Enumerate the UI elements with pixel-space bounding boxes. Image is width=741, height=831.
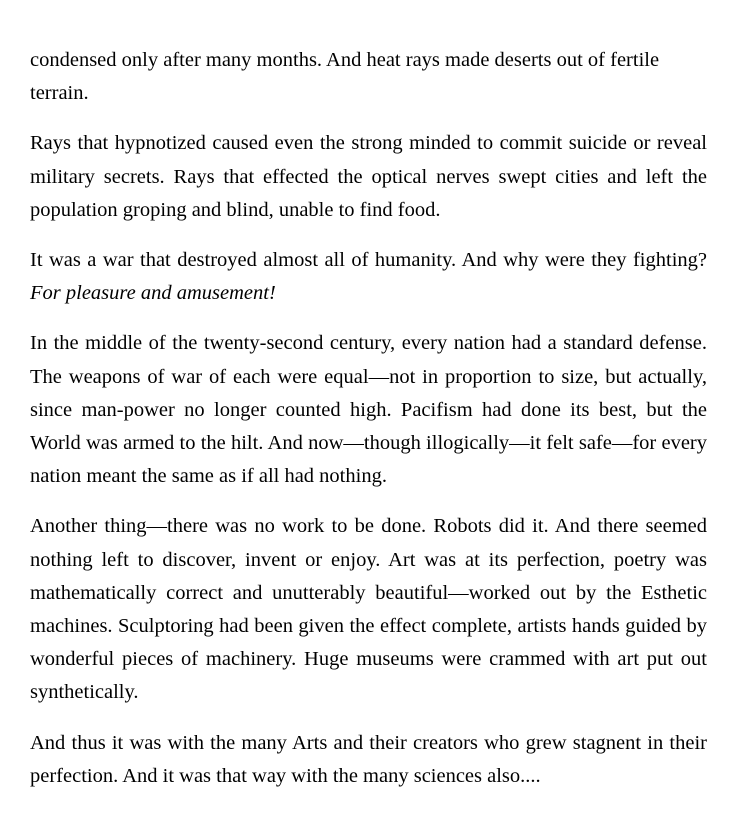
paragraph xyxy=(30,244,707,310)
emphasized-text: For pleasure and amusement! xyxy=(30,282,276,305)
paragraph xyxy=(30,127,707,227)
text-run: It was a war that destroyed almost all of humanity. And why were they fighting? xyxy=(30,249,707,272)
paragraph xyxy=(30,327,707,493)
paragraph xyxy=(30,44,707,110)
text-run: Rays that hypnotized caused even the strong minded to commit suicide or reveal military secrets. Rays that effected the optical nerves swept cities and left the population groping and blind, unable to find food. xyxy=(30,132,707,221)
text-run: Another thing—there was no work to be done. Robots did it. And there seemed nothing left to discover, invent or enjoy. Art was at its perfection, poetry was mathematically correct and unutterably beautiful—worked out by the Esthetic machines. Sculptoring had been given the effect complete, artists hands guided by wonderful pieces of machinery. Huge museums were crammed with art put out synthetically. xyxy=(30,515,707,704)
paragraph xyxy=(30,727,707,793)
text-run: In the middle of the twenty-second century, every nation had a standard defense. The weapons of war of each were equal—not in proportion to size, but actually, since man-power no longer counted high. Pacifism had done its best, but the World was armed to the hilt. And now—though illogically—it felt safe—for every nation meant the same as if all had nothing. xyxy=(30,332,707,488)
text-run: And thus it was with the many Arts and their creators who grew stagnent in their perfection. And it was that way with the many sciences also.... xyxy=(30,731,707,787)
text-run: condensed only after many months. And heat rays made deserts out of fertile terrain. xyxy=(30,49,660,105)
paragraph xyxy=(30,510,707,709)
document-body xyxy=(30,44,707,793)
